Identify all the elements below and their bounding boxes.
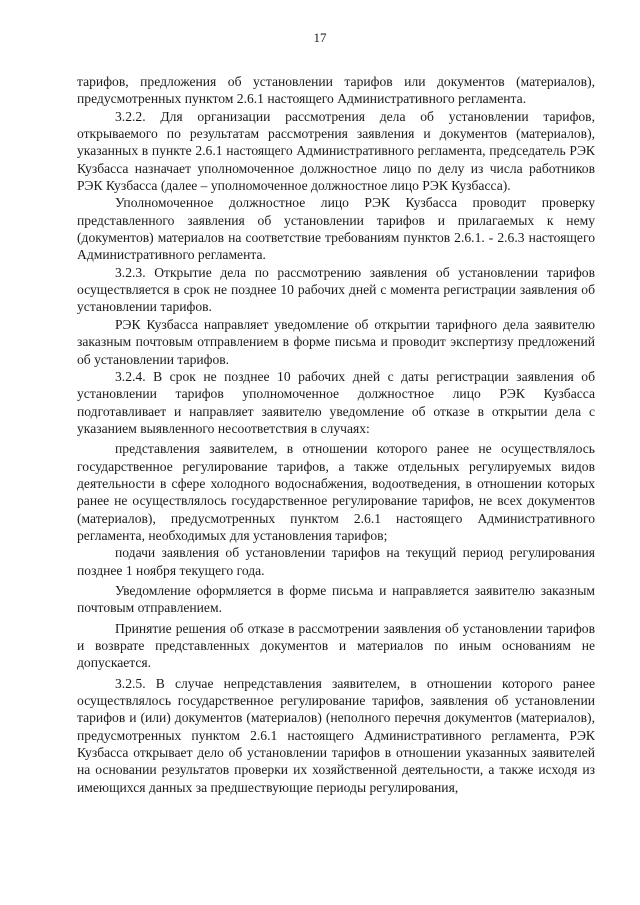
paragraph-3-2-4: 3.2.4. В срок не позднее 10 рабочих дней с даты регистрации заявления об установлении тарифов уполномоченное должностное лицо РЭК Кузбасса подготавливает и направляет заявителю уведомление об отказе в открытии дела с указанием выявленного несоответствия в случаях: — [77, 368, 595, 436]
paragraph-notification: РЭК Кузбасса направляет уведомление об открытии тарифного дела заявителю заказным почтовым отправлением в форме письма и проводит экспертизу предложений об установлении тарифов. — [77, 316, 595, 367]
paragraph-case-submission: представления заявителем, в отношении которого ранее не осуществлялось государственное регулирование тарифов, а также отдельных регулируемых видов деятельности в сфере холодного водоснабжения, водоотведения, в отношении которых ранее не осуществлялось государственное регулирование тарифов, не всех документов (материалов), предусмотренных пунктом 2.6.1 настоящего Административного регламента, необходимых для установления тарифов; — [77, 441, 595, 543]
paragraph-3-2-2: 3.2.2. Для организации рассмотрения дела об установлении тарифов, открываемого по результатам рассмотрения заявления и документов (материалов), указанных в пункте 2.6.1 настоящего Административного регламента, председатель РЭК Кузбасса назначает уполномоченное должностное лицо по делу из числа работников РЭК Кузбасса (далее – уполномоченное должностное лицо РЭК Кузбасса). — [77, 108, 595, 194]
paragraph-notice-form: Уведомление оформляется в форме письма и направляется заявителю заказным почтовым отправлением. — [77, 582, 595, 616]
paragraph-3-2-5: 3.2.5. В случае непредставления заявителем, в отношении которого ранее осуществлялось государственное регулирование тарифов, заявления об установлении тарифов и (или) документов (материалов) (неполного перечня документов (материалов), предусмотренных пунктом 2.6.1 настоящего Административного регламента, РЭК Кузбасса открывает дело об установлении тарифов в отношении указанных заявителей на основании результатов проверки их хозяйственной деятельности, а также исходя из имеющихся данных за предшествующие периоды регулирования, — [77, 675, 595, 795]
paragraph-inspection: Уполномоченное должностное лицо РЭК Кузбасса проводит проверку представленного заявления об установлении тарифов и прилагаемых к нему (документов) материалов на соответствие требованиям пунктов 2.6.1. - 2.6.3 настоящего Административного регламента. — [77, 195, 595, 263]
paragraph-continuation: тарифов, предложения об установлении тарифов или документов (материалов), предусмотренных пунктом 2.6.1 настоящего Административного регламента. — [77, 74, 595, 107]
paragraph-refusal: Принятие решения об отказе в рассмотрении заявления об установлении тарифов и возврате представленных документов и материалов по иным основаниям не допускается. — [77, 620, 595, 671]
paragraph-case-deadline: подачи заявления об установлении тарифов на текущий период регулирования позднее 1 ноября текущего года. — [77, 545, 595, 578]
paragraph-3-2-3: 3.2.3. Открытие дела по рассмотрению заявления об установлении тарифов осуществляется в срок не позднее 10 рабочих дней с момента регистрации заявления об установлении тарифов. — [77, 264, 595, 315]
page-number: 17 — [313, 30, 327, 45]
document-body — [77, 73, 595, 796]
